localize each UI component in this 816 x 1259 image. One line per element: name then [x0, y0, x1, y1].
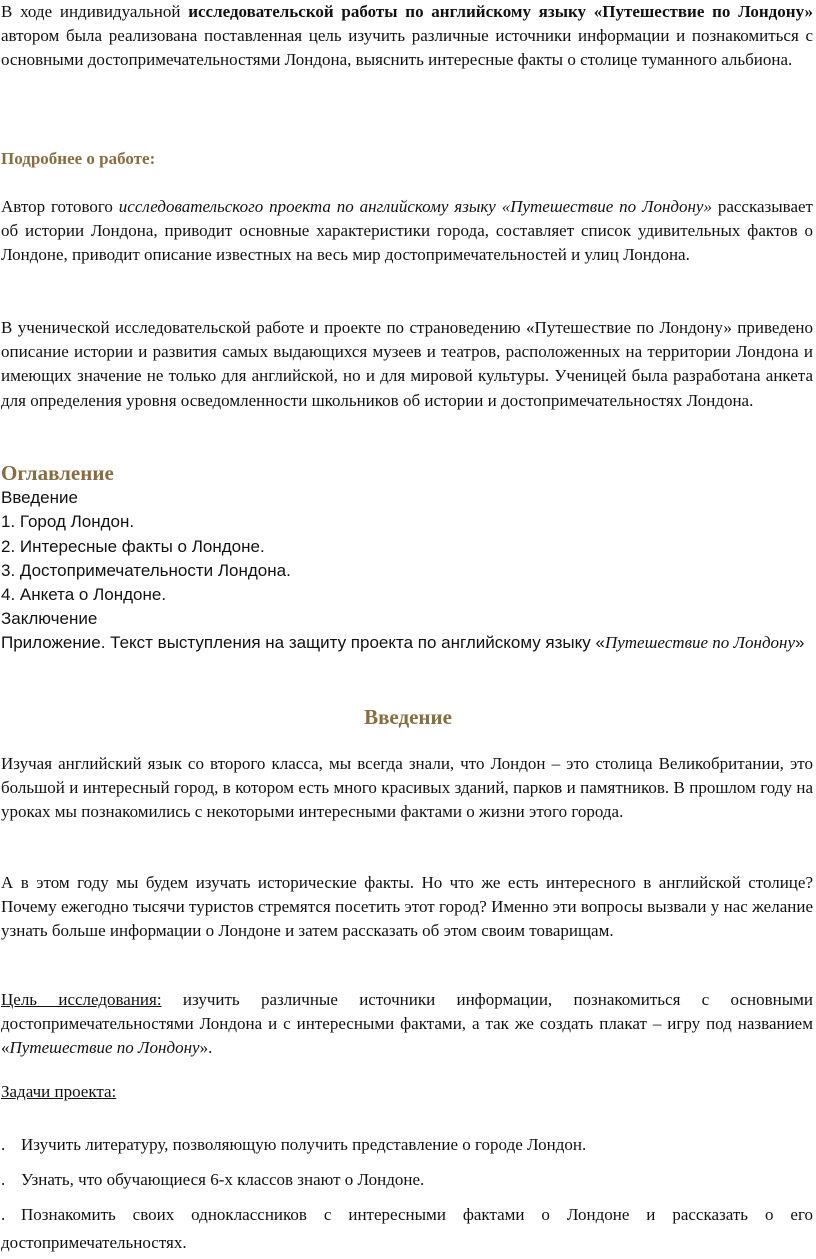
introduction-paragraph-1: Изучая английский язык со второго класса, мы всегда знали, что Лондон – это столица Великобритании, это большой и интересный город, в котором есть много красивых зданий, парков и памятников. В прошлом году на уроках мы познакомились с некоторыми интересными фактами о жизни этого города. [1, 754, 813, 822]
toc-item-sights[interactable]: 3. Достопримечательности Лондона. [1, 561, 291, 580]
tasks-label-text: Задачи проекта: [1, 1082, 117, 1101]
toc-item-survey[interactable]: 4. Анкета о Лондоне. [1, 585, 167, 604]
goal-label: Цель исследования: [1, 990, 162, 1009]
author-paragraph [1, 195, 813, 268]
goal-italic-title: Путешествие по Лондону [9, 1038, 200, 1058]
toc-item-interesting-facts[interactable]: 2. Интересные факты о Лондоне. [1, 537, 265, 556]
goal-paragraph [1, 988, 813, 1061]
intro-paragraph [1, 0, 813, 73]
goal-text-end: ». [199, 1038, 213, 1058]
task-bullet: . [1, 1170, 6, 1189]
toc-appendix-suffix: » [795, 633, 805, 652]
intro-text-start: В ходе индивидуальной [1, 2, 189, 21]
task-item-1 [1, 1131, 813, 1159]
task-item-3 [1, 1201, 813, 1257]
toc-appendix-prefix: Приложение. Текст выступления на защиту проекта по английскому языку « [1, 633, 605, 652]
author-text-end: рассказывает об истории Лондона, приводит основные характеристики города, составляет список удивительных фактов о Лондоне, приводит описание известных на весь мир достопримечательностей и улиц Лондона. [1, 197, 813, 265]
task-item-2 [1, 1166, 813, 1194]
introduction-heading: Введение [364, 705, 452, 729]
toc-heading: Оглавление [1, 461, 114, 485]
toc-item-introduction[interactable]: Введение [1, 488, 78, 507]
more-about-heading: Подробнее о работе: [1, 149, 156, 168]
toc-item-appendix[interactable] [1, 631, 813, 655]
task-text: Узнать, что обучающиеся 6-х классов знают о Лондоне. [21, 1170, 425, 1189]
intro-text-end: автором была реализована поставленная цель изучить различные источники информации и познакомиться с основными достопримечательностями Лондона, выяснить интересные факты о столице туманного альбиона. [1, 26, 813, 70]
goal-text: изучить различные источники информации, познакомиться с основными достопримечательностями Лондона и с интересными фактами, а так же создать плакат – игру под названием « [1, 990, 813, 1058]
tasks-label [1, 1080, 813, 1104]
toc-item-city-london[interactable]: 1. Город Лондон. [1, 512, 135, 531]
task-text: Изучить литературу, позволяющую получить представление о городе Лондон. [21, 1135, 587, 1154]
toc-appendix-italic: Путешествие по Лондону [604, 633, 796, 652]
author-text-start: Автор готового [1, 197, 119, 216]
student-paragraph: В ученической исследовательской работе и проекте по страноведению «Путешествие по Лондону» приведено описание истории и развития самых выдающихся музеев и театров, расположенных на территории Лондона и имеющих значение не только для английской, но и для мировой культуры. Ученицей была разработана анкета для определения уровня осведомленности школьников об истории и достопримечательностях Лондона. [1, 318, 813, 410]
intro-bold-title: исследовательской работы по английскому языку «Путешествие по Лондону» [188, 2, 813, 21]
task-text: Познакомить своих одноклассников с интересными фактами о Лондоне и рассказать о его достопримечательностях. [1, 1205, 813, 1252]
author-italic-title: исследовательского проекта по английскому языку «Путешествие по Лондону» [118, 197, 712, 216]
introduction-paragraph-2: А в этом году мы будем изучать исторические факты. Но что же есть интересного в английской столице? Почему ежегодно тысячи туристов стремятся посетить этот город? Именно эти вопросы вызвали у нас желание узнать больше информации о Лондоне и затем рассказать об этом своим товарищам. [1, 873, 813, 941]
task-bullet: . [1, 1205, 6, 1224]
toc-item-conclusion[interactable]: Заключение [1, 609, 98, 628]
task-bullet: . [1, 1135, 6, 1154]
